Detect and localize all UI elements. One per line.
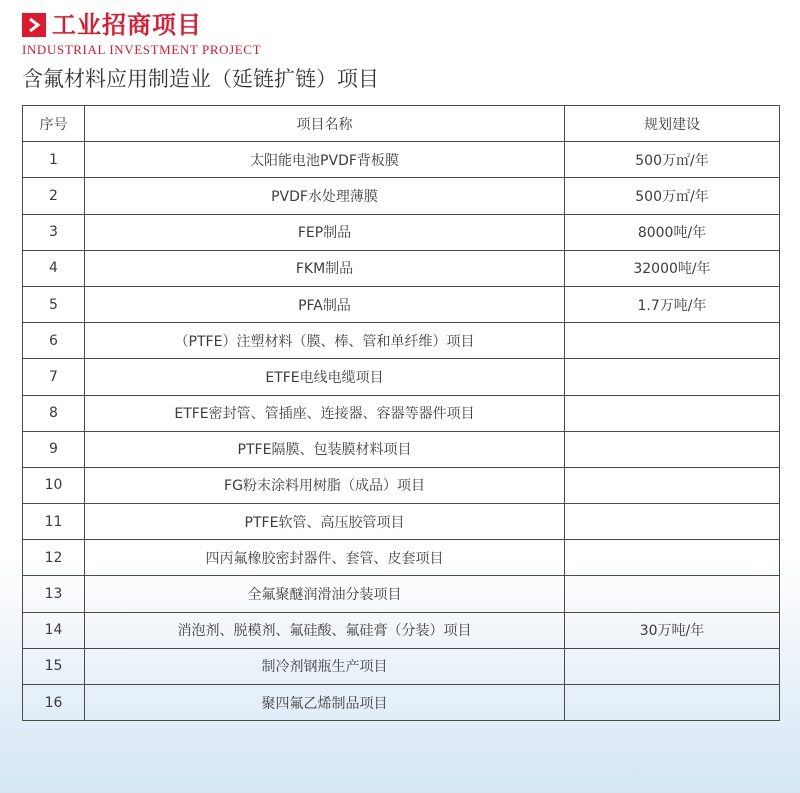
project-name-cell: 太阳能电池PVDF背板膜	[85, 142, 565, 178]
page-title: 含氟材料应用制造业（延链扩链）项目	[22, 67, 379, 91]
row-number-cell: 7	[23, 359, 85, 395]
brand-title: 工业招商项目	[52, 10, 202, 39]
table-row	[23, 431, 780, 467]
planned-capacity-cell	[565, 648, 780, 684]
row-number-cell: 12	[23, 540, 85, 576]
project-name-cell: 聚四氟乙烯制品项目	[85, 685, 565, 721]
project-table	[22, 105, 780, 721]
row-number-cell: 13	[23, 576, 85, 612]
planned-capacity-cell	[565, 323, 780, 359]
project-name-cell: FG粉末涂料用树脂（成品）项目	[85, 467, 565, 503]
project-name-cell: 四丙氟橡胶密封器件、套管、皮套项目	[85, 540, 565, 576]
table-row	[23, 214, 780, 250]
project-name-cell: ETFE密封管、管插座、连接器、容器等器件项目	[85, 395, 565, 431]
row-number-cell: 14	[23, 612, 85, 648]
planned-capacity-cell	[565, 395, 780, 431]
row-number-cell: 6	[23, 323, 85, 359]
project-name-cell: 制冷剂钢瓶生产项目	[85, 648, 565, 684]
row-number-cell: 1	[23, 142, 85, 178]
project-name-cell: PFA制品	[85, 286, 565, 322]
row-number-cell: 16	[23, 685, 85, 721]
project-name-cell: （PTFE）注塑材料（膜、棒、管和单纤维）项目	[85, 323, 565, 359]
row-number-cell: 9	[23, 431, 85, 467]
planned-capacity-cell	[565, 431, 780, 467]
table-row	[23, 142, 780, 178]
table-row	[23, 648, 780, 684]
row-number-cell: 8	[23, 395, 85, 431]
table-row	[23, 178, 780, 214]
planned-capacity-cell	[565, 685, 780, 721]
chevron-right-icon	[22, 13, 46, 37]
table-row	[23, 359, 780, 395]
column-header-planned-capacity: 规划建设	[565, 106, 780, 142]
project-name-cell: ETFE电线电缆项目	[85, 359, 565, 395]
row-number-cell: 4	[23, 250, 85, 286]
table-row	[23, 250, 780, 286]
column-header-number: 序号	[23, 106, 85, 142]
planned-capacity-cell: 30万吨/年	[565, 612, 780, 648]
project-name-cell: FEP制品	[85, 214, 565, 250]
table-row	[23, 323, 780, 359]
planned-capacity-cell	[565, 467, 780, 503]
table-row	[23, 395, 780, 431]
row-number-cell: 2	[23, 178, 85, 214]
table-row	[23, 612, 780, 648]
planned-capacity-cell	[565, 504, 780, 540]
row-number-cell: 3	[23, 214, 85, 250]
project-name-cell: PVDF水处理薄膜	[85, 178, 565, 214]
project-name-cell: FKM制品	[85, 250, 565, 286]
project-name-cell: PTFE软管、高压胶管项目	[85, 504, 565, 540]
planned-capacity-cell: 1.7万吨/年	[565, 286, 780, 322]
table-header-row	[23, 106, 780, 142]
planned-capacity-cell: 500万㎡/年	[565, 142, 780, 178]
row-number-cell: 10	[23, 467, 85, 503]
planned-capacity-cell	[565, 540, 780, 576]
planned-capacity-cell: 32000吨/年	[565, 250, 780, 286]
brand-header	[22, 10, 202, 40]
planned-capacity-cell: 500万㎡/年	[565, 178, 780, 214]
project-name-cell: PTFE隔膜、包装膜材料项目	[85, 431, 565, 467]
row-number-cell: 15	[23, 648, 85, 684]
table-row	[23, 685, 780, 721]
brand-subtitle: INDUSTRIAL INVESTMENT PROJECT	[22, 42, 262, 57]
table-row	[23, 540, 780, 576]
table-body	[23, 142, 780, 721]
brand-row	[22, 10, 202, 40]
row-number-cell: 5	[23, 286, 85, 322]
table-row	[23, 467, 780, 503]
planned-capacity-cell	[565, 576, 780, 612]
table-row	[23, 576, 780, 612]
project-name-cell: 消泡剂、脱模剂、氟硅酸、氟硅膏（分装）项目	[85, 612, 565, 648]
table-row	[23, 504, 780, 540]
planned-capacity-cell	[565, 359, 780, 395]
row-number-cell: 11	[23, 504, 85, 540]
column-header-project-name: 项目名称	[85, 106, 565, 142]
project-name-cell: 全氟聚醚润滑油分装项目	[85, 576, 565, 612]
table-row	[23, 286, 780, 322]
planned-capacity-cell: 8000吨/年	[565, 214, 780, 250]
